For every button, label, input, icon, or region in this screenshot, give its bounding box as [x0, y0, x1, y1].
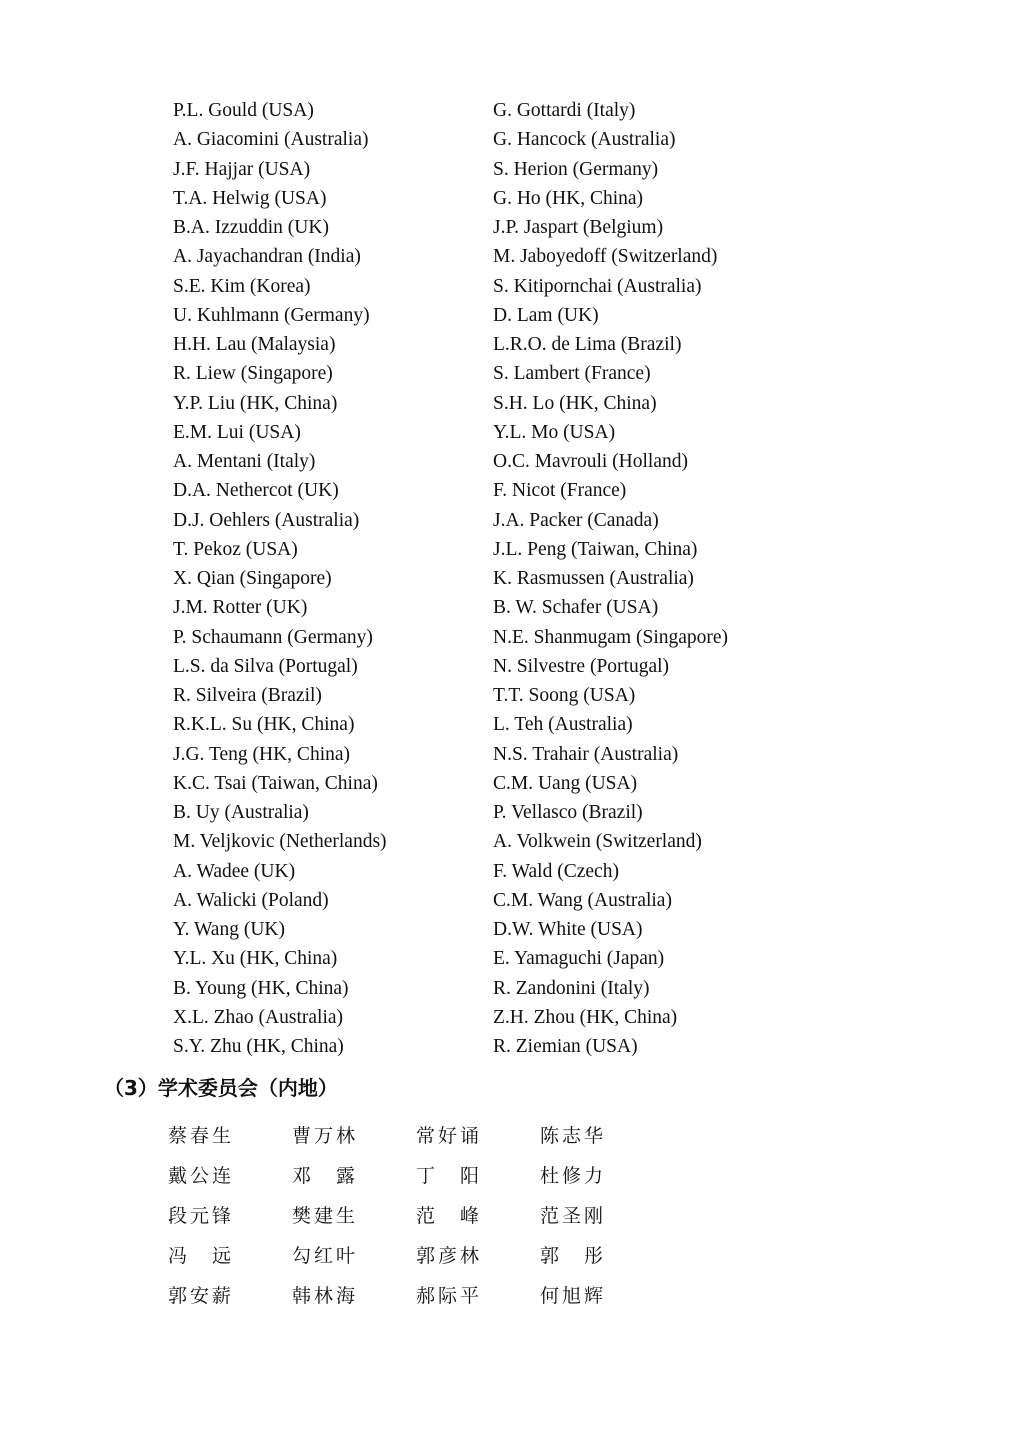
- member-name-right: R. Zandonini (Italy): [493, 977, 650, 999]
- member-row: [173, 242, 793, 271]
- member-name-right: D.W. White (USA): [493, 919, 643, 940]
- member-name-left: A. Walicki (Poland): [173, 889, 329, 911]
- member-row: [173, 623, 793, 652]
- member-name-left: P. Schaumann (Germany): [173, 626, 373, 648]
- member-row: [173, 125, 793, 154]
- member-name-right: G. Ho (HK, China): [493, 187, 644, 209]
- member-name-left: T. Pekoz (USA): [173, 538, 298, 560]
- member-name-right: F. Wald (Czech): [493, 860, 619, 882]
- member-name-left: H.H. Lau (Malaysia): [173, 334, 336, 355]
- member-name-left: Y. Wang (UK): [173, 919, 285, 940]
- mainland-member-name: 郝际平: [416, 1285, 483, 1307]
- member-name-left: J.F. Hajjar (USA): [173, 158, 311, 180]
- member-name-right: D. Lam (UK): [493, 304, 599, 326]
- mainland-member-name: 勾红叶: [292, 1245, 359, 1267]
- mainland-member-name: 陈志华: [540, 1125, 607, 1147]
- member-row: [173, 155, 793, 184]
- mainland-member-row: [168, 1200, 664, 1240]
- member-name-right: N.E. Shanmugam (Singapore): [493, 626, 729, 648]
- member-name-right: Y.L. Mo (USA): [493, 421, 616, 443]
- member-row: [173, 184, 793, 213]
- mainland-member-name: 樊建生: [292, 1205, 359, 1227]
- member-name-right: J.P. Jaspart (Belgium): [493, 217, 664, 238]
- member-name-left: R. Silveira (Brazil): [173, 685, 322, 706]
- member-name-right: R. Ziemian (USA): [493, 1036, 638, 1057]
- member-name-right: P. Vellasco (Brazil): [493, 802, 643, 823]
- member-name-right: N.S. Trahair (Australia): [493, 743, 679, 765]
- international-member-list: [173, 96, 793, 1061]
- member-name-left: S.Y. Zhu (HK, China): [173, 1036, 344, 1057]
- member-row: [173, 330, 793, 359]
- member-row: [173, 857, 793, 886]
- section-heading: （3）学术委员会（内地）: [104, 1076, 338, 1100]
- member-name-right: L. Teh (Australia): [493, 714, 633, 736]
- mainland-member-name: 段元锋: [168, 1205, 235, 1227]
- member-name-left: D.J. Oehlers (Australia): [173, 509, 360, 531]
- mainland-member-list: [168, 1120, 664, 1320]
- mainland-member-name: 何旭辉: [540, 1285, 607, 1307]
- mainland-member-name: 杜修力: [540, 1165, 607, 1187]
- mainland-member-name: 曹万林: [292, 1125, 359, 1147]
- mainland-member-name: 常好诵: [416, 1125, 483, 1147]
- member-name-left: X. Qian (Singapore): [173, 568, 332, 589]
- member-name-left: R.K.L. Su (HK, China): [173, 714, 355, 736]
- member-name-right: B. W. Schafer (USA): [493, 597, 659, 619]
- member-name-right: Z.H. Zhou (HK, China): [493, 1006, 678, 1028]
- member-name-left: M. Veljkovic (Netherlands): [173, 831, 387, 853]
- member-name-right: J.L. Peng (Taiwan, China): [493, 538, 698, 560]
- member-name-left: R. Liew (Singapore): [173, 363, 333, 385]
- member-name-right: T.T. Soong (USA): [493, 685, 636, 706]
- member-row: [173, 535, 793, 564]
- member-row: [173, 1003, 793, 1032]
- member-row: [173, 476, 793, 505]
- member-name-left: J.G. Teng (HK, China): [173, 743, 351, 765]
- member-name-left: P.L. Gould (USA): [173, 100, 314, 121]
- mainland-member-name: 郭安薪: [168, 1285, 235, 1307]
- member-name-right: N. Silvestre (Portugal): [493, 655, 670, 677]
- member-row: [173, 652, 793, 681]
- member-row: [173, 740, 793, 769]
- member-name-left: U. Kuhlmann (Germany): [173, 304, 370, 326]
- member-row: [173, 96, 793, 125]
- member-row: [173, 447, 793, 476]
- member-name-right: M. Jaboyedoff (Switzerland): [493, 246, 718, 268]
- member-name-left: J.M. Rotter (UK): [173, 597, 308, 619]
- mainland-member-name: 范 峰: [416, 1205, 483, 1227]
- member-row: [173, 944, 793, 973]
- member-name-left: B.A. Izzuddin (UK): [173, 217, 329, 238]
- member-name-left: A. Jayachandran (India): [173, 246, 361, 268]
- mainland-member-name: 戴公连: [168, 1165, 235, 1187]
- mainland-member-row: [168, 1240, 664, 1280]
- mainland-member-row: [168, 1160, 664, 1200]
- member-name-left: Y.P. Liu (HK, China): [173, 392, 338, 414]
- member-name-right: S. Lambert (France): [493, 363, 651, 385]
- member-row: [173, 827, 793, 856]
- member-name-right: F. Nicot (France): [493, 480, 627, 502]
- member-name-left: A. Wadee (UK): [173, 860, 296, 882]
- member-name-left: S.E. Kim (Korea): [173, 275, 311, 297]
- member-name-left: K.C. Tsai (Taiwan, China): [173, 772, 378, 794]
- member-row: [173, 272, 793, 301]
- member-name-left: B. Uy (Australia): [173, 802, 309, 823]
- member-row: [173, 359, 793, 388]
- member-row: [173, 593, 793, 622]
- member-name-right: C.M. Wang (Australia): [493, 889, 672, 911]
- member-row: [173, 564, 793, 593]
- member-name-left: A. Mentani (Italy): [173, 451, 316, 472]
- mainland-member-name: 邓 露: [292, 1165, 359, 1187]
- member-row: [173, 769, 793, 798]
- member-row: [173, 506, 793, 535]
- member-row: [173, 974, 793, 1003]
- mainland-member-name: 韩林海: [292, 1285, 359, 1307]
- member-name-left: D.A. Nethercot (UK): [173, 480, 339, 502]
- member-row: [173, 681, 793, 710]
- mainland-member-name: 郭 彤: [540, 1245, 607, 1267]
- member-row: [173, 389, 793, 418]
- member-name-left: X.L. Zhao (Australia): [173, 1006, 344, 1028]
- mainland-member-name: 丁 阳: [416, 1165, 483, 1187]
- member-name-right: L.R.O. de Lima (Brazil): [493, 334, 682, 355]
- member-row: [173, 418, 793, 447]
- mainland-member-row: [168, 1280, 664, 1320]
- member-name-left: A. Giacomini (Australia): [173, 129, 369, 151]
- member-name-right: S. Herion (Germany): [493, 158, 659, 180]
- member-row: [173, 1032, 793, 1061]
- mainland-member-row: [168, 1120, 664, 1160]
- member-name-right: S.H. Lo (HK, China): [493, 392, 657, 414]
- member-name-right: A. Volkwein (Switzerland): [493, 831, 702, 853]
- member-name-right: G. Hancock (Australia): [493, 129, 676, 151]
- member-name-right: O.C. Mavrouli (Holland): [493, 451, 688, 472]
- member-row: [173, 915, 793, 944]
- member-name-left: E.M. Lui (USA): [173, 421, 301, 443]
- mainland-member-name: 郭彦林: [416, 1245, 483, 1267]
- member-name-left: Y.L. Xu (HK, China): [173, 948, 338, 970]
- mainland-member-name: 范圣刚: [540, 1205, 607, 1227]
- mainland-member-name: 蔡春生: [168, 1125, 235, 1147]
- member-name-right: C.M. Uang (USA): [493, 772, 638, 794]
- member-row: [173, 710, 793, 739]
- member-name-right: G. Gottardi (Italy): [493, 100, 636, 121]
- member-row: [173, 301, 793, 330]
- member-name-right: E. Yamaguchi (Japan): [493, 948, 665, 970]
- member-row: [173, 213, 793, 242]
- member-row: [173, 798, 793, 827]
- member-name-left: T.A. Helwig (USA): [173, 187, 327, 209]
- member-row: [173, 886, 793, 915]
- member-name-left: B. Young (HK, China): [173, 977, 349, 999]
- member-name-left: L.S. da Silva (Portugal): [173, 655, 358, 677]
- member-name-right: J.A. Packer (Canada): [493, 509, 659, 531]
- member-name-right: S. Kitipornchai (Australia): [493, 275, 702, 297]
- mainland-member-name: 冯 远: [168, 1245, 235, 1267]
- member-name-right: K. Rasmussen (Australia): [493, 568, 694, 589]
